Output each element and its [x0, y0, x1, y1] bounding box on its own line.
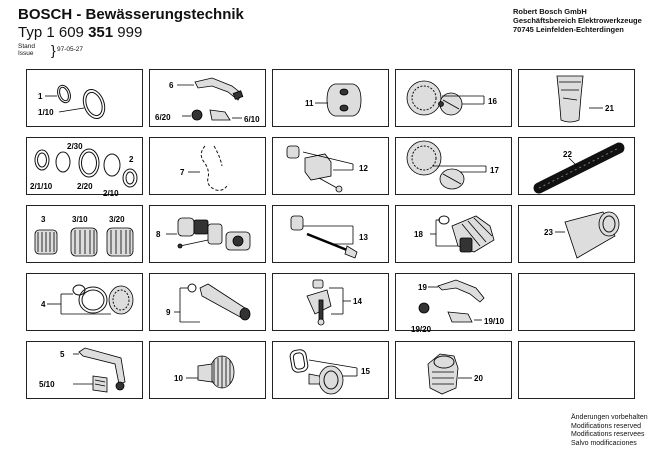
part-label: 13: [359, 233, 368, 242]
company-address: Robert Bosch GmbH Geschäftsbereich Elektrowerkzeuge 70745 Leinfelden-Echterdingen: [513, 7, 642, 34]
part-cell-23: [272, 341, 389, 399]
footer-disclaimer: Änderungen vorbehalten Modifications reserved Modifications reservees Salvo modificaciones: [571, 414, 648, 447]
part-label: 4: [41, 300, 46, 309]
part-label: 16: [488, 97, 497, 106]
part-label: 9: [166, 308, 171, 317]
brace-glyph: }: [51, 42, 56, 58]
part-label: 18: [414, 230, 423, 239]
type-number: Typ 1 609 351 999: [18, 24, 143, 41]
part-label: 2/30: [67, 142, 83, 151]
part-cell-9: [395, 137, 512, 195]
part-label: 1/10: [38, 108, 54, 117]
part-cell-19: [395, 273, 512, 334]
part-label: 21: [605, 104, 614, 113]
part-label: 19: [418, 283, 427, 292]
part-label: 11: [305, 99, 314, 108]
part-label: 6/10: [244, 115, 260, 124]
part-cell-1: [26, 69, 143, 127]
part-label: 20: [474, 374, 483, 383]
part-cell-8: [272, 137, 389, 195]
part-cell-7: [149, 137, 266, 195]
part-cell-22: [149, 341, 266, 399]
part-label: 19/10: [484, 317, 505, 326]
part-cell-3: [272, 69, 389, 127]
part-label: 15: [361, 367, 370, 376]
part-label: 3/10: [72, 215, 88, 224]
part-cell-14: [395, 205, 512, 263]
part-label: 22: [563, 150, 572, 159]
part-cell-4: [395, 69, 512, 127]
part-label: 6: [169, 81, 174, 90]
part-label: 3: [41, 215, 46, 224]
part-cell-16: [26, 273, 143, 331]
part-cell-17: [149, 273, 266, 331]
issue-date: 97-05-27: [57, 46, 84, 53]
part-label: 1: [38, 92, 43, 101]
part-label: 5: [60, 350, 65, 359]
part-label: 12: [359, 164, 368, 173]
part-label: 2/10: [103, 189, 119, 198]
part-label: 3/20: [109, 215, 125, 224]
part-cell-12: [149, 205, 266, 263]
part-cell-24: [395, 341, 512, 399]
part-cell-10: [518, 137, 635, 195]
part-cell-20-empty: [518, 273, 635, 331]
part-label: 7: [180, 168, 185, 177]
part-cell-2: [149, 69, 266, 127]
stand-issue-label: Stand Issue: [18, 43, 35, 57]
part-label: 6/20: [155, 113, 171, 122]
part-cell-13: [272, 205, 389, 263]
part-cell-6: [26, 137, 143, 198]
part-cell-5: [518, 69, 635, 127]
part-label: 19/20: [411, 325, 432, 334]
part-cell-11: [26, 205, 143, 263]
part-label: 2/20: [77, 182, 93, 191]
part-label: 23: [544, 228, 553, 237]
part-cell-25-empty: [518, 341, 635, 399]
part-cell-15: [518, 205, 635, 263]
part-label: 5/10: [39, 380, 55, 389]
part-label: 10: [174, 374, 183, 383]
part-label: 17: [490, 166, 499, 175]
part-label: 8: [156, 230, 161, 239]
document-title: BOSCH - Bewässerungstechnik: [18, 6, 244, 23]
part-label: 14: [353, 297, 362, 306]
part-cell-21: [26, 341, 143, 399]
part-cell-18: [272, 273, 389, 331]
part-label: 2/1/10: [30, 182, 53, 191]
part-label: 2: [129, 155, 134, 164]
